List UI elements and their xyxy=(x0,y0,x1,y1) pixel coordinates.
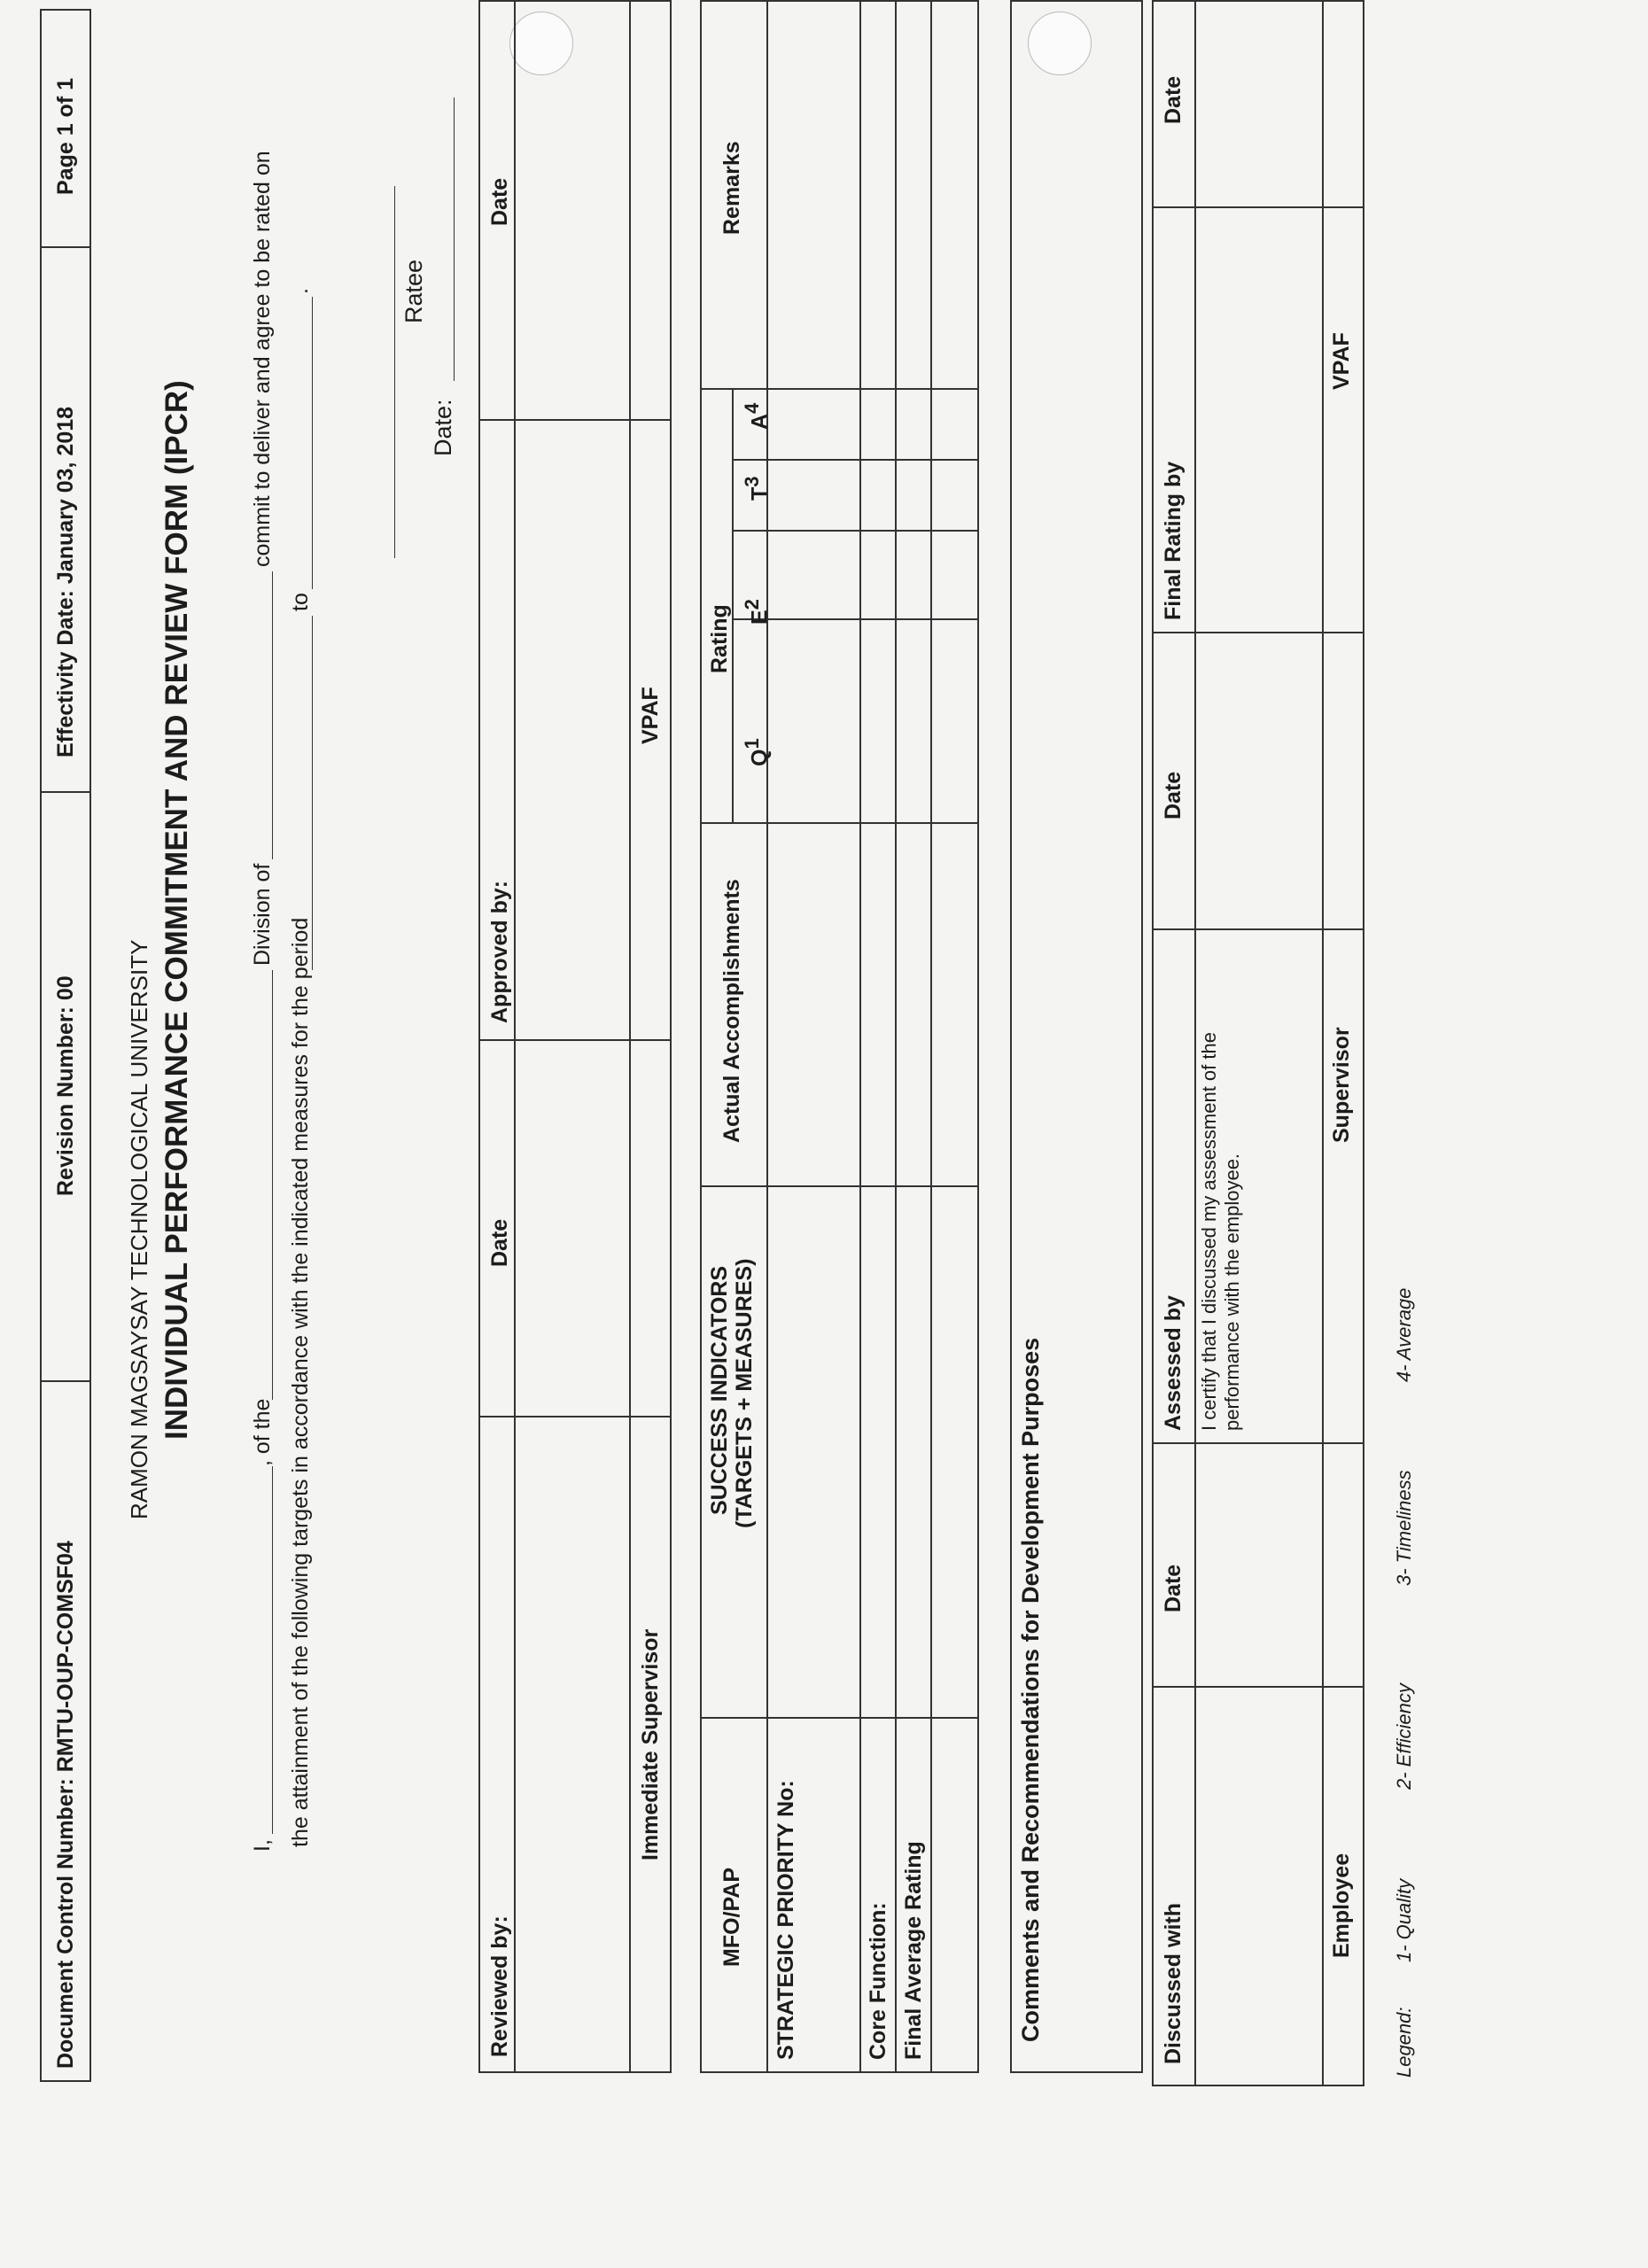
period-end-blank xyxy=(312,297,313,589)
final-vpaf-label: VPAF xyxy=(1329,332,1354,390)
ratee-signature-line xyxy=(394,186,395,558)
mfo-pap-header: MFO/PAP xyxy=(719,1867,744,1967)
comments-heading: Comments and Recommendations for Development Purposes xyxy=(1017,1337,1044,2042)
university-name: RAMON MAGSAYSAY TECHNOLOGICAL UNIVERSITY xyxy=(126,939,152,1519)
rating-timeliness-header: $T^3$ xyxy=(741,476,773,501)
final-average-rating-label: Final Average Rating xyxy=(901,1841,926,2060)
review-date-label: Date xyxy=(487,1218,512,1267)
remarks-header: Remarks xyxy=(719,141,744,235)
commitment-i: I, xyxy=(250,1839,275,1852)
commitment-division-of: Division of xyxy=(250,863,275,966)
revision-number: Revision Number: 00 xyxy=(53,975,78,1196)
rating-average-header: $A^4$ xyxy=(741,402,773,430)
form-title: INDIVIDUAL PERFORMANCE COMMITMENT AND REVIEW FORM (IPCR) xyxy=(159,380,194,1440)
commitment-of-the: , of the xyxy=(250,1398,275,1466)
commitment-line-2: the attainment of the following targets in accordance with the indicated measures for the period xyxy=(288,917,313,1847)
commitment-statement: commit to deliver and agree to be rated on xyxy=(250,151,275,567)
certify-statement-1: I certify that I discussed my assessment of the xyxy=(1198,1032,1220,1431)
commitment-period-end: . xyxy=(288,288,313,294)
supervisor-label: Supervisor xyxy=(1329,1027,1354,1143)
approval-date-label: Date xyxy=(487,177,512,226)
final-rating-by-label: Final Rating by xyxy=(1161,461,1185,620)
office-blank xyxy=(272,970,273,1400)
effectivity-date: Effectivity Date: January 03, 2018 xyxy=(53,406,78,757)
legend-label: Legend: xyxy=(1393,2007,1415,2078)
division-blank xyxy=(272,571,273,859)
name-blank xyxy=(272,1466,273,1834)
success-indicators-header: SUCCESS INDICATORS xyxy=(707,1265,732,1515)
legend-item: 3- Timeliness xyxy=(1393,1470,1415,1586)
ratee-label: Ratee xyxy=(400,259,427,323)
ratee-date-label: Date: xyxy=(430,399,456,456)
core-function-label: Core Function: xyxy=(866,1902,890,2060)
legend-item: 1- Quality xyxy=(1393,1878,1415,1962)
period-start-blank xyxy=(312,616,313,970)
approved-by-label: Approved by: xyxy=(487,880,512,1023)
strategic-priority-label: STRATEGIC PRIORITY No: xyxy=(773,1780,798,2060)
legend-item: 2- Efficiency xyxy=(1393,1683,1415,1790)
ratee-date-line xyxy=(454,97,455,381)
certify-statement-2: performance with the employee. xyxy=(1221,1153,1243,1431)
discussed-with-label: Discussed with xyxy=(1161,1903,1185,2064)
rating-quality-header: $Q^1$ xyxy=(741,738,773,766)
final-rating-date-label: Date xyxy=(1161,75,1185,124)
page-number: Page 1 of 1 xyxy=(53,78,78,195)
doc-control-number: Document Control Number: RMTU-OUP-COMSF04 xyxy=(53,1541,78,2069)
employee-label: Employee xyxy=(1329,1852,1354,1958)
assessed-date-label: Date xyxy=(1161,771,1185,819)
assessed-by-label: Assessed by xyxy=(1161,1295,1185,1431)
review-vpaf-label: VPAF xyxy=(638,687,663,744)
rating-efficiency-header: $E^2$ xyxy=(741,599,773,625)
discussed-date-label: Date xyxy=(1161,1564,1185,1612)
rating-header: Rating xyxy=(707,604,732,673)
commitment-to: to xyxy=(288,593,313,611)
reviewed-by-label: Reviewed by: xyxy=(487,1915,512,2057)
actual-accomplishments-header: Actual Accomplishments xyxy=(719,879,744,1143)
targets-measures-header: (TARGETS + MEASURES) xyxy=(732,1258,757,1528)
immediate-supervisor-label: Immediate Supervisor xyxy=(638,1628,663,1860)
legend-item: 4- Average xyxy=(1393,1287,1415,1382)
